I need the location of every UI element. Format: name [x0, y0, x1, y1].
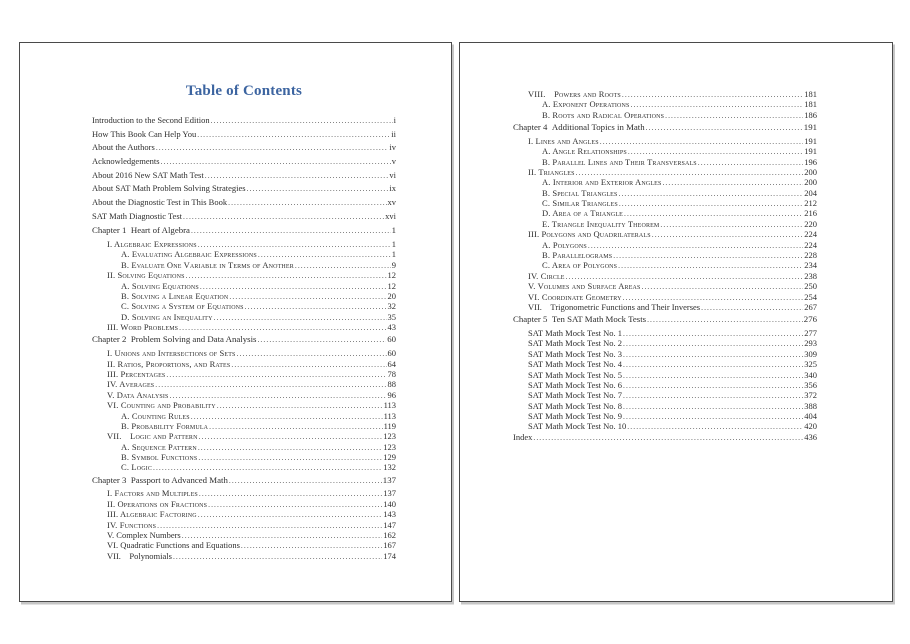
toc-entry	[513, 229, 817, 239]
toc-entry	[92, 225, 396, 236]
dot-leader	[613, 251, 803, 261]
toc-entry	[92, 155, 396, 169]
toc-entry-label: A. Evaluating Algebraic Expressions	[121, 249, 257, 260]
toc-entry	[513, 432, 817, 442]
toc-entry-label: B. Parallel Lines and Their Transversals	[542, 156, 697, 167]
toc-entry-page: 420	[804, 421, 817, 432]
toc-entry	[513, 421, 817, 431]
toc-entry-page: ii	[391, 128, 396, 139]
toc-entry-page: 267	[804, 302, 817, 312]
toc-entry-label: II. Solving Equations	[107, 270, 185, 281]
toc-entry-label: SAT Math Mock Test No. 10	[528, 421, 627, 432]
dot-leader	[600, 137, 804, 147]
toc-entry-page: 167	[383, 540, 396, 551]
dot-leader	[647, 314, 803, 325]
toc-entry	[92, 270, 396, 280]
toc-entry-page: 43	[387, 322, 396, 333]
dot-leader	[214, 313, 387, 323]
toc-entry-page: 137	[383, 488, 396, 499]
toc-entry-label: C. Solving a System of Equations	[121, 301, 244, 312]
toc-entry-page: 204	[804, 187, 817, 198]
toc-entry	[513, 314, 817, 325]
toc-entry-page: 388	[804, 400, 817, 411]
toc-entry	[513, 157, 817, 167]
toc-entry-page: 32	[387, 301, 396, 312]
toc-entry	[92, 322, 396, 332]
toc-entry-page: 96	[387, 389, 396, 400]
toc-entry	[92, 520, 396, 530]
toc-entry-label: How This Book Can Help You	[92, 128, 197, 139]
toc-entry-label: III. Percentages	[107, 368, 166, 379]
toc-entry	[513, 167, 817, 177]
toc-entry-label: A. Sequence Pattern	[121, 441, 197, 452]
toc-entry	[92, 196, 396, 210]
toc-entry	[513, 110, 817, 120]
toc-entry-page: 35	[387, 311, 396, 322]
dot-leader	[217, 401, 383, 411]
dot-leader	[533, 433, 803, 443]
toc-entry-page: 1	[391, 225, 396, 236]
toc-entry-label: SAT Math Mock Test No. 5	[528, 369, 623, 380]
toc-entry	[92, 431, 396, 441]
toc-entry	[92, 442, 396, 452]
toc-entry-page: 228	[804, 250, 817, 261]
toc-list-right	[513, 89, 817, 442]
toc-entry	[513, 370, 817, 380]
toc-entry-page: ix	[389, 183, 396, 194]
dot-leader	[228, 196, 386, 210]
toc-entry-page: 325	[804, 359, 817, 370]
toc-entry	[513, 271, 817, 281]
toc-entry-page: 64	[387, 358, 396, 369]
toc-entry-page: 113	[383, 410, 396, 421]
toc-entry-label: About 2016 New SAT Math Test	[92, 169, 204, 180]
toc-entry-label: Chapter 3 Passport to Advanced Math	[92, 474, 228, 485]
toc-entry	[513, 328, 817, 338]
toc-entry-page: 78	[387, 368, 396, 379]
toc-entry	[513, 250, 817, 260]
toc-entry	[92, 141, 396, 155]
toc-entry	[92, 509, 396, 519]
dot-leader	[186, 271, 387, 281]
toc-entry-label: III. Algebraic Factoring	[107, 509, 197, 520]
toc-entry-label: A. Interior and Exterior Angles	[542, 177, 662, 188]
toc-entry-label: B. Roots and Radical Operations	[542, 109, 665, 120]
toc-entry	[513, 411, 817, 421]
toc-entry	[92, 260, 396, 270]
toc-entry	[513, 219, 817, 229]
toc-entry-label: VI. Quadratic Functions and Equations	[107, 540, 240, 551]
toc-entry-page: 356	[804, 379, 817, 390]
toc-entry	[92, 169, 396, 183]
toc-entry-page: 234	[804, 260, 817, 271]
toc-entry-page: 12	[387, 270, 396, 281]
toc-entry-page: 129	[383, 452, 396, 463]
dot-leader	[623, 371, 803, 381]
toc-entry	[513, 302, 817, 312]
dot-leader	[698, 158, 803, 168]
toc-entry	[513, 260, 817, 270]
toc-entry-label: VII. Logic and Pattern	[107, 431, 198, 442]
toc-entry	[92, 390, 396, 400]
dot-leader	[179, 323, 386, 333]
toc-entry-page: 60	[387, 348, 396, 359]
toc-entry-page: iv	[389, 142, 396, 153]
toc-entry-label: VI. Counting and Probability	[107, 400, 216, 411]
dot-leader	[208, 500, 382, 510]
toc-entry	[92, 291, 396, 301]
toc-entry-label: IV. Functions	[107, 519, 157, 530]
toc-entry-label: I. Lines and Angles	[528, 135, 599, 146]
toc-entry-page: 212	[804, 198, 817, 209]
toc-entry-page: 140	[383, 498, 396, 509]
toc-entry-label: A. Counting Rules	[121, 410, 190, 421]
toc-entry	[513, 349, 817, 359]
toc-entry-page: 224	[804, 229, 817, 240]
toc-entry	[92, 210, 396, 224]
toc-entry-label: I. Unions and Intersections of Sets	[107, 348, 236, 359]
toc-entry-label: Chapter 5 Ten SAT Math Mock Tests	[513, 314, 647, 325]
toc-entry-label: I. Algebraic Expressions	[107, 239, 197, 250]
toc-entry	[513, 136, 817, 146]
toc-entry-page: 181	[804, 99, 817, 110]
dot-leader	[156, 141, 389, 155]
toc-entry-page: 220	[804, 218, 817, 229]
toc-entry-label: Chapter 4 Additional Topics in Math	[513, 121, 645, 132]
toc-entry-page: 119	[383, 420, 396, 431]
toc-entry-page: 12	[387, 280, 396, 291]
toc-entry	[92, 301, 396, 311]
toc-entry-label: SAT Math Mock Test No. 7	[528, 390, 623, 401]
toc-entry-page: 88	[387, 379, 396, 390]
toc-entry-label: B. Evaluate One Variable in Terms of Another	[121, 259, 294, 270]
toc-entry-page: 404	[804, 411, 817, 422]
toc-entry-label: V. Complex Numbers	[107, 530, 181, 540]
toc-entry	[513, 99, 817, 109]
toc-entry	[92, 400, 396, 410]
toc-entry-label: C. Area of Polygons	[542, 260, 618, 271]
toc-entry-page: 147	[383, 519, 396, 530]
toc-entry-page: 137	[382, 474, 396, 485]
toc-entry-label: VII. Trigonometric Functions and Their Inverses	[528, 302, 701, 312]
toc-entry-page: 224	[804, 239, 817, 250]
toc-entry-label: Introduction to the Second Edition	[92, 115, 210, 125]
dot-leader	[623, 381, 803, 391]
toc-entry	[513, 359, 817, 369]
toc-entry-label: IV. Averages	[107, 379, 155, 390]
toc-entry-label: A. Exponent Operations	[542, 99, 630, 110]
toc-entry-label: V. Data Analysis	[107, 389, 169, 400]
toc-entry	[92, 128, 396, 142]
toc-entry-page: v	[391, 156, 396, 167]
dot-leader	[245, 302, 387, 312]
toc-entry	[513, 177, 817, 187]
toc-entry-page: 254	[804, 291, 817, 302]
toc-entry	[92, 540, 396, 550]
toc-entry	[513, 401, 817, 411]
toc-entry-label: I. Factors and Multiples	[107, 488, 198, 499]
toc-entry	[92, 239, 396, 249]
toc-entry-page: 216	[804, 208, 817, 219]
dot-leader	[247, 182, 389, 196]
toc-entry	[92, 488, 396, 498]
toc-entry-page: 293	[804, 338, 817, 349]
toc-entry	[92, 379, 396, 389]
toc-entry	[92, 462, 396, 472]
toc-entry-label: IV. Circle	[528, 270, 565, 281]
toc-list-left	[92, 114, 396, 561]
dot-leader	[622, 90, 803, 100]
toc-entry-page: 250	[804, 281, 817, 292]
toc-entry	[92, 369, 396, 379]
toc-entry-label: B. Special Triangles	[542, 187, 618, 198]
toc-entry	[513, 89, 817, 99]
toc-entry	[92, 475, 396, 486]
toc-entry-label: SAT Math Mock Test No. 3	[528, 348, 623, 359]
toc-entry-page: 372	[804, 390, 817, 401]
toc-entry-label: C. Logic	[121, 462, 152, 473]
dot-leader	[295, 261, 391, 271]
toc-entry-label: A. Solving Equations	[121, 280, 199, 291]
toc-entry-label: V. Volumes and Surface Areas	[528, 281, 641, 292]
toc-entry-label: SAT Math Mock Test No. 2	[528, 338, 623, 349]
dot-leader	[652, 230, 804, 240]
toc-entry	[92, 359, 396, 369]
dot-leader	[155, 380, 386, 390]
toc-entry	[513, 208, 817, 218]
dot-leader	[646, 122, 803, 133]
toc-entry-page: 123	[383, 431, 396, 442]
toc-entry-page: 1	[391, 249, 396, 260]
toc-entry-page: 200	[804, 166, 817, 177]
dot-leader	[197, 128, 390, 142]
toc-entry	[92, 114, 396, 128]
toc-entry-label: Chapter 2 Problem Solving and Data Analysis	[92, 334, 257, 345]
toc-entry-page: 191	[803, 121, 817, 132]
toc-entry	[92, 530, 396, 540]
dot-leader	[199, 489, 382, 499]
toc-entry	[513, 146, 817, 156]
toc-entry	[92, 551, 396, 561]
toc-entry-label: A. Polygons	[542, 239, 587, 250]
dot-leader	[161, 155, 391, 169]
toc-entry-label: Acknowledgements	[92, 156, 160, 167]
toc-entry	[513, 292, 817, 302]
toc-entry-label: III. Polygons and Quadrilaterals	[528, 229, 651, 240]
toc-entry-page: 238	[804, 270, 817, 281]
toc-entry	[92, 182, 396, 196]
toc-entry-page: 113	[383, 400, 396, 411]
dot-leader	[665, 111, 803, 121]
toc-entry	[513, 338, 817, 348]
toc-entry	[513, 240, 817, 250]
toc-entry-page: 200	[804, 177, 817, 188]
dot-leader	[588, 241, 803, 251]
dot-leader	[173, 552, 382, 562]
toc-entry-page: 60	[387, 334, 396, 345]
toc-entry-page: 309	[804, 348, 817, 359]
toc-entry-label: SAT Math Mock Test No. 8	[528, 400, 623, 411]
page-title: Table of Contents	[185, 83, 303, 99]
toc-entry-page: 174	[383, 550, 396, 561]
dot-leader	[623, 339, 803, 349]
toc-entry-label: B. Solving a Linear Equation	[121, 291, 229, 302]
toc-page-right	[459, 42, 893, 602]
toc-entry-page: 436	[804, 431, 817, 442]
dot-leader	[209, 422, 382, 432]
toc-entry-label: SAT Math Mock Test No. 9	[528, 411, 623, 422]
toc-entry-label: II. Ratios, Proportions, and Rates	[107, 358, 231, 369]
toc-entry	[513, 122, 817, 133]
dot-leader	[627, 422, 803, 432]
dot-leader	[618, 261, 803, 271]
toc-entry-label: Index	[513, 431, 533, 442]
dot-leader	[623, 412, 803, 422]
toc-entry-page: 191	[804, 146, 817, 157]
toc-entry-page: 1	[391, 239, 396, 250]
dot-leader	[191, 412, 383, 422]
toc-entry-page: 186	[804, 109, 817, 120]
toc-entry-label: II. Triangles	[528, 166, 575, 177]
dot-leader	[205, 169, 389, 183]
toc-entry-label: C. Similar Triangles	[542, 198, 618, 209]
toc-entry-page: xvi	[385, 210, 396, 221]
toc-entry	[92, 452, 396, 462]
dot-leader	[623, 350, 803, 360]
toc-entry-label: VIII. Powers and Roots	[528, 89, 621, 99]
toc-entry-page: i	[393, 115, 396, 125]
toc-entry-label: A. Angle Relationships	[542, 146, 627, 157]
dot-leader	[211, 114, 393, 128]
toc-entry-label: About the Authors	[92, 142, 155, 153]
dot-leader	[166, 370, 386, 380]
dot-leader	[618, 189, 803, 199]
toc-entry	[513, 390, 817, 400]
toc-entry-page: xv	[387, 197, 396, 208]
toc-entry	[513, 281, 817, 291]
toc-entry-label: B. Parallelograms	[542, 250, 613, 261]
dot-leader	[257, 334, 386, 345]
toc-entry-label: D. Area of a Triangle	[542, 208, 623, 219]
toc-entry-label: SAT Math Mock Test No. 4	[528, 359, 623, 370]
dot-leader	[623, 402, 803, 412]
toc-entry	[92, 348, 396, 358]
toc-entry-page: 143	[383, 509, 396, 520]
toc-entry-page: 191	[804, 135, 817, 146]
toc-entry	[92, 249, 396, 259]
dot-leader	[660, 220, 803, 230]
dot-leader	[623, 360, 803, 370]
toc-entry-page: 9	[391, 259, 396, 270]
toc-entry-label: B. Symbol Functions	[121, 452, 198, 463]
toc-entry-page: 123	[383, 441, 396, 452]
dot-leader	[237, 349, 387, 359]
toc-entry-label: VII. Polynomials	[107, 550, 172, 561]
toc-entry-page: vi	[389, 169, 396, 180]
dot-leader	[229, 292, 386, 302]
toc-entry-label: B. Probability Formula	[121, 420, 209, 431]
toc-entry	[92, 334, 396, 345]
toc-entry	[92, 421, 396, 431]
toc-entry-label: II. Operations on Fractions	[107, 498, 208, 509]
toc-entry-page: 132	[383, 462, 396, 473]
toc-entry-page: 162	[383, 530, 396, 540]
toc-page-left	[19, 42, 452, 602]
toc-entry-label: VI. Coordinate Geometry	[528, 291, 622, 302]
toc-entry-label: About SAT Math Problem Solving Strategies	[92, 183, 246, 194]
toc-entry-page: 20	[387, 291, 396, 302]
dot-leader	[198, 510, 382, 520]
toc-entry-label: Chapter 1 Heart of Algebra	[92, 225, 190, 236]
toc-entry-page: 276	[803, 314, 817, 325]
toc-entry-label: SAT Math Mock Test No. 1	[528, 327, 623, 338]
dot-leader	[183, 210, 384, 224]
toc-entry-page: 340	[804, 369, 817, 380]
dot-leader	[619, 199, 803, 209]
dot-leader	[198, 443, 382, 453]
dot-leader	[157, 521, 382, 531]
toc-entry-label: SAT Math Mock Test No. 6	[528, 379, 623, 390]
toc-entry-label: SAT Math Diagnostic Test	[92, 210, 182, 221]
toc-entry	[513, 380, 817, 390]
dot-leader	[701, 303, 803, 313]
dot-leader	[153, 463, 382, 473]
dot-leader	[229, 475, 382, 486]
toc-entry	[513, 188, 817, 198]
dot-leader	[191, 225, 391, 236]
dot-leader	[241, 541, 382, 551]
toc-entry	[513, 198, 817, 208]
toc-entry-label: About the Diagnostic Test in This Book	[92, 197, 228, 208]
dot-leader	[623, 329, 803, 339]
toc-entry	[92, 411, 396, 421]
toc-entry	[92, 312, 396, 322]
dot-leader	[231, 360, 386, 370]
toc-entry-label: D. Solving an Inequality	[121, 311, 213, 322]
toc-entry	[92, 281, 396, 291]
toc-entry-page: 277	[804, 327, 817, 338]
dot-leader	[198, 453, 382, 463]
toc-entry-label: III. Word Problems	[107, 322, 179, 333]
toc-entry	[92, 499, 396, 509]
dot-leader	[641, 282, 803, 292]
toc-entry-page: 181	[804, 89, 817, 99]
dot-leader	[623, 391, 803, 401]
toc-entry-label: E. Triangle Inequality Theorem	[542, 218, 660, 229]
dot-leader	[199, 432, 383, 442]
dot-leader	[662, 178, 803, 188]
toc-entry-page: 196	[804, 156, 817, 167]
